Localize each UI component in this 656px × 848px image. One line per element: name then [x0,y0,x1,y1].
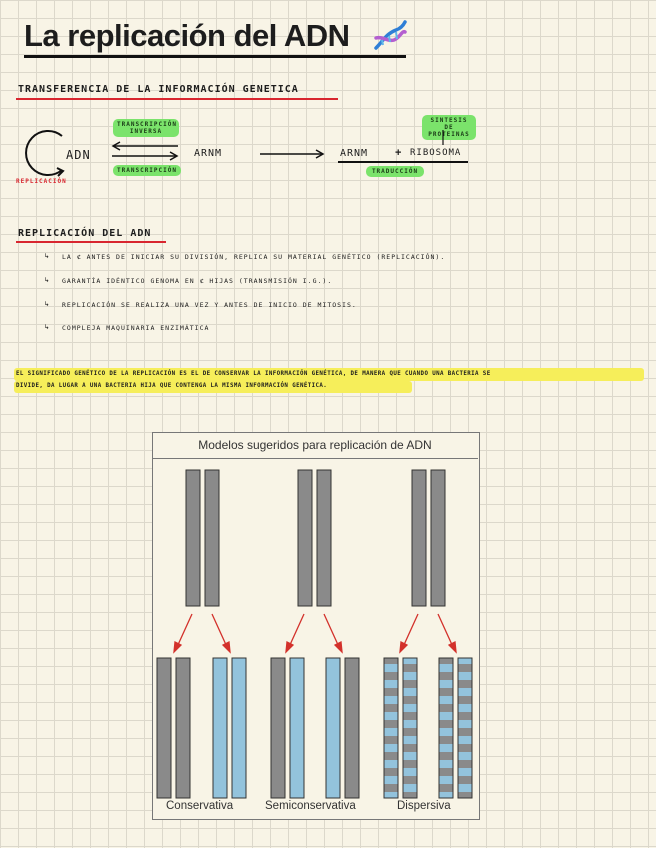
sintesis-proteinas-tag: SINTESIS DE PROTEINAS [422,115,476,140]
highlight-text-line-2: DIVIDE, DA LUGAR A UNA BACTERIA HIJA QUE CONTENGA LA MISMA INFORMACIÓN GENÉTICA. [16,383,328,389]
adn-label: ADN [66,148,91,162]
highlight-text-line-1: EL SIGNIFICADO GENÉTICO DE LA REPLICACIÓN ES EL DE CONSERVAR LA INFORMACIÓN GENÉTICA, DE MANERA QUE CUANDO UNA BACTERIA SE [16,371,491,377]
bullet-marker: ↳ [44,301,50,308]
arnm-label: ARNM [194,148,223,159]
dna-icon [372,20,408,52]
daughter-dna-semiconservativa [271,658,359,798]
bullet-marker: ↳ [44,277,50,284]
transcripcion-inversa-tag: TRANSCRIPCIÓN INVERSA [113,119,179,137]
page-title: La replicación del ADN [24,18,350,53]
title-underline [24,55,406,58]
parent-dna-dispersiva [412,470,445,606]
bullet-marker: ↳ [44,324,50,331]
bullet-item: LA ⊄ ANTES DE INICIAR SU DIVISIÓN, REPLICA SU MATERIAL GENÉTICO (REPLICACIÓN). [62,253,446,261]
model-label-semiconservativa: Semiconservativa [265,800,356,812]
heading-underline-2 [16,241,166,243]
ribosoma-label: RIBOSOMA [410,148,462,158]
parent-dna-conservativa [186,470,219,606]
daughter-dna-dispersiva [384,658,472,798]
bidirectional-arrows [108,140,182,162]
model-label-dispersiva: Dispersiva [397,800,451,812]
traduccion-tag: TRADUCCIÓN [366,166,424,177]
arnm-label-2: ARNM [340,148,369,159]
model-label-conservativa: Conservativa [166,800,234,812]
transcripcion-tag: TRANSCRIPCIÓN [113,165,181,176]
bullet-item: REPLICACIÓN SE REALIZA UNA VEZ Y ANTES DE INICIO DE MITOSIS. [62,301,357,309]
plus-sign: + [395,147,402,159]
connector-line [436,130,450,146]
replication-loop-icon [12,128,72,180]
heading-underline [16,98,338,100]
translation-arrow [258,148,326,160]
replicacion-label: REPLICACIÓN [16,178,67,185]
replication-models-diagram [152,432,478,818]
bullet-item: GARANTÍA IDÉNTICO GENOMA EN ⊄ HIJAS (TRANSMISIÓN I.G.). [62,277,333,285]
bullet-item: COMPLEJA MAQUINARIA ENZIMÁTICA [62,324,210,332]
section-heading-replicacion: REPLICACIÓN DEL ADN [18,228,152,239]
daughter-dna-conservativa [157,658,246,798]
translation-line [338,161,468,163]
section-heading-transferencia: TRANSFERENCIA DE LA INFORMACIÓN GENETICA [18,84,299,95]
bullet-marker: ↳ [44,253,50,260]
parent-dna-semiconservativa [298,470,331,606]
replication-arrows [174,614,456,652]
figure-title: Modelos sugeridos para replicación de ADN [198,438,432,452]
